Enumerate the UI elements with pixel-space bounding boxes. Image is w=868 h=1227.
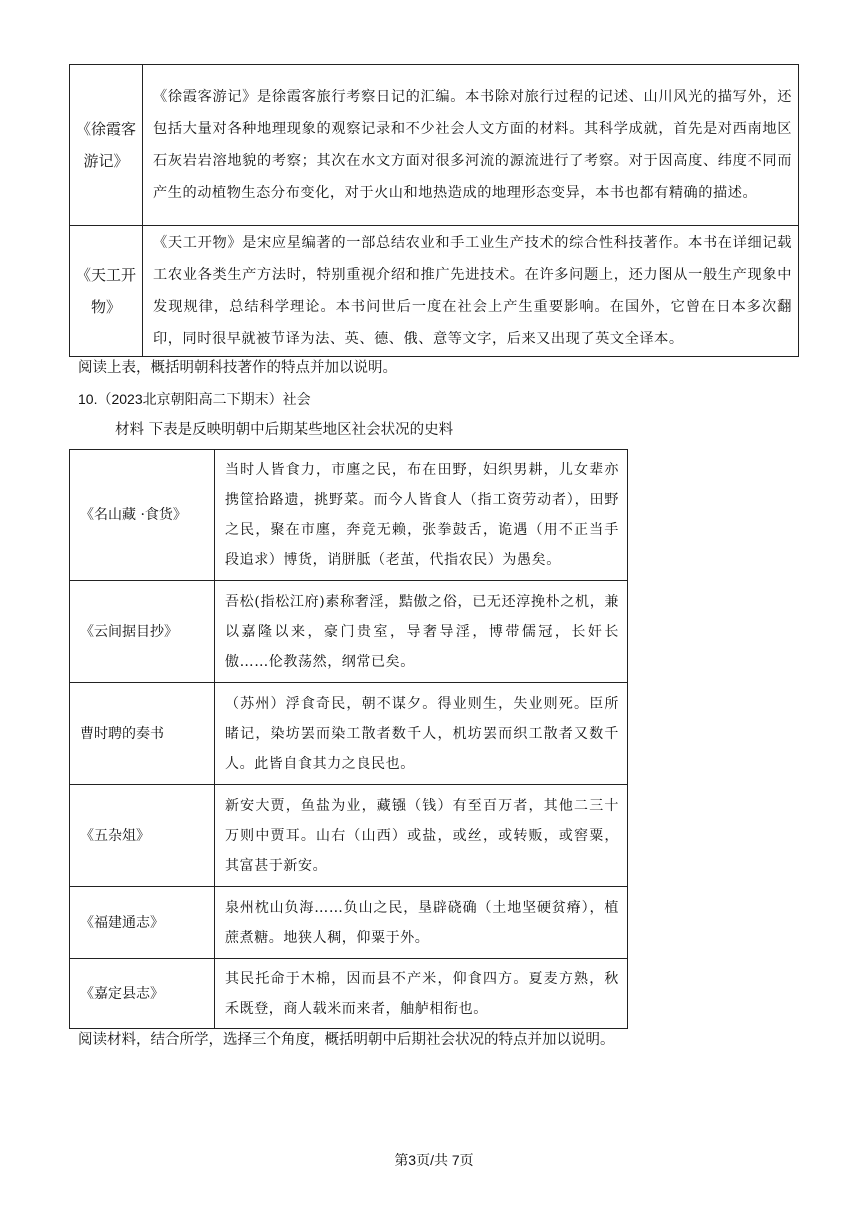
table-row <box>70 887 628 959</box>
source-excerpt-cell: （苏州）浮食奇民，朝不谋夕。得业则生，失业则死。臣所睹记，染坊罢而染工散者数千人，机坊罢而织工散者又数千人。此皆自食其力之良民也。 <box>215 683 628 785</box>
book-description-cell: 《天工开物》是宋应星编著的一部总结农业和手工业生产技术的综合性科技著作。本书在详细记载工农业各类生产方法时，特别重视介绍和推广先进技术。在许多问题上，还力图从一般生产现象中发现规律，总结科学理论。本书问世后一度在社会上产生重要影响。在国外，它曾在日本多次翻印，同时很早就被节译为法、英、德、俄、意等文字，后来又出现了英文全译本。 <box>143 226 799 357</box>
science-works-table <box>69 64 799 357</box>
question-9-prompt: 阅读上表，概括明朝科技著作的特点并加以说明。 <box>78 360 397 376</box>
book-title-cell: 《徐霞客游记》 <box>70 65 143 226</box>
source-title-cell: 《嘉定县志》 <box>70 959 215 1029</box>
question-10-prompt: 阅读材料，结合所学，选择三个角度，概括明朝中后期社会状况的特点并加以说明。 <box>78 1032 615 1048</box>
source-title-cell: 《名山藏 ·食货》 <box>70 450 215 581</box>
source-excerpt-cell: 其民托命于木棉，因而县不产米，仰食四方。夏麦方熟，秋禾既登，商人载米而来者，舳舻相衔也。 <box>215 959 628 1029</box>
historical-sources-table <box>69 449 628 1029</box>
source-title-cell: 《五杂俎》 <box>70 785 215 887</box>
table-row <box>70 959 628 1029</box>
table-row <box>70 65 799 226</box>
source-excerpt-cell: 新安大贾，鱼盐为业，藏镪（钱）有至百万者，其他二三十万则中贾耳。山右（山西）或盐，或丝，或转贩，或窖粟，其富甚于新安。 <box>215 785 628 887</box>
table-row <box>70 450 628 581</box>
table-row <box>70 226 799 357</box>
table-row <box>70 785 628 887</box>
question-10-header: 10.（2023北京朝阳高二下期末）社会 <box>78 391 311 407</box>
source-excerpt-cell: 当时人皆食力，市廛之民，布在田野，妇织男耕，儿女辈亦携筐拾路遗，挑野菜。而今人皆食人（指工资劳动者），田野之民，聚在市廛，奔竞无赖，张拳鼓舌，诡遇（用不正当手段追求）博货，诮胼胝（老茧，代指农民）为愚矣。 <box>215 450 628 581</box>
material-caption: 材料 下表是反映明朝中后期某些地区社会状况的史料 <box>115 422 454 438</box>
source-title-cell: 曹时聘的奏书 <box>70 683 215 785</box>
source-excerpt-cell: 泉州枕山负海……负山之民，垦辟硗确（土地坚硬贫瘠），植蔗煮糖。地狭人稠，仰粟于外。 <box>215 887 628 959</box>
source-excerpt-cell: 吾松(指松江府)素称奢淫，黠傲之俗，已无还淳挽朴之机，兼以嘉隆以来，豪门贵室，导奢导淫，博带儒冠，长奸长傲……伦教荡然，纲常已矣。 <box>215 581 628 683</box>
book-title-cell: 《天工开物》 <box>70 226 143 357</box>
book-description-cell: 《徐霞客游记》是徐霞客旅行考察日记的汇编。本书除对旅行过程的记述、山川风光的描写外，还包括大量对各种地理现象的观察记录和不少社会人文方面的材料。其科学成就，首先是对西南地区石灰岩岩溶地貌的考察；其次在水文方面对很多河流的源流进行了考察。对于因高度、纬度不同而产生的动植物生态分布变化，对于火山和地热造成的地理形态变异，本书也都有精确的描述。 <box>143 65 799 226</box>
table-row <box>70 581 628 683</box>
source-title-cell: 《云间据目抄》 <box>70 581 215 683</box>
table-row <box>70 683 628 785</box>
source-title-cell: 《福建通志》 <box>70 887 215 959</box>
page-number: 第3页/共 7页 <box>394 1152 474 1168</box>
